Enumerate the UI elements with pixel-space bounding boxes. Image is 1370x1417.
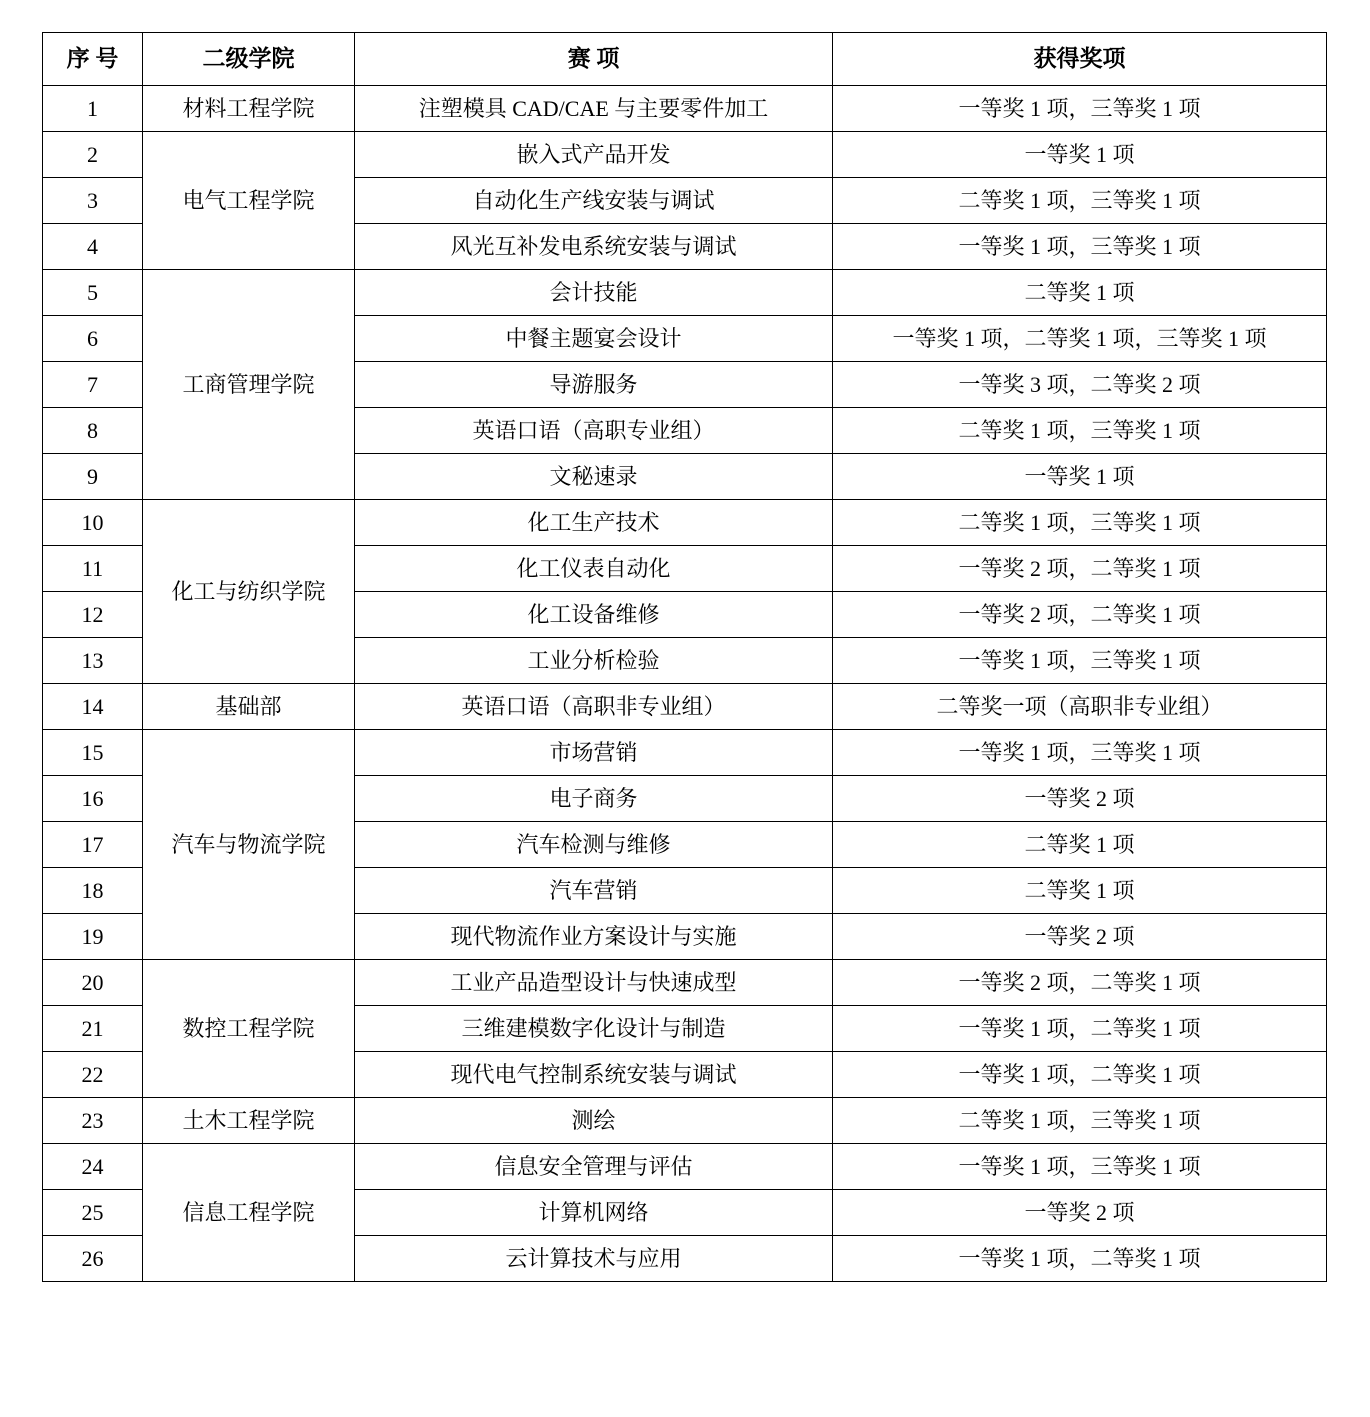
cell-event: 三维建模数字化设计与制造 (355, 1006, 833, 1052)
cell-award: 一等奖 3 项，二等奖 2 项 (833, 362, 1327, 408)
cell-serial-number: 16 (43, 776, 143, 822)
cell-serial-number: 26 (43, 1236, 143, 1282)
cell-serial-number: 23 (43, 1098, 143, 1144)
cell-department: 信息工程学院 (143, 1144, 355, 1282)
cell-department: 化工与纺织学院 (143, 500, 355, 684)
cell-serial-number: 8 (43, 408, 143, 454)
cell-award: 一等奖 1 项，三等奖 1 项 (833, 224, 1327, 270)
table-body (43, 86, 1327, 1282)
cell-serial-number: 24 (43, 1144, 143, 1190)
cell-department: 工商管理学院 (143, 270, 355, 500)
cell-department: 基础部 (143, 684, 355, 730)
cell-serial-number: 25 (43, 1190, 143, 1236)
cell-event: 导游服务 (355, 362, 833, 408)
cell-event: 电子商务 (355, 776, 833, 822)
cell-department: 汽车与物流学院 (143, 730, 355, 960)
cell-award: 二等奖 1 项，三等奖 1 项 (833, 408, 1327, 454)
cell-event: 化工仪表自动化 (355, 546, 833, 592)
table-row (43, 86, 1327, 132)
cell-award: 一等奖 1 项，三等奖 1 项 (833, 638, 1327, 684)
cell-event: 现代电气控制系统安装与调试 (355, 1052, 833, 1098)
cell-serial-number: 18 (43, 868, 143, 914)
cell-award: 一等奖 2 项，二等奖 1 项 (833, 592, 1327, 638)
cell-department: 数控工程学院 (143, 960, 355, 1098)
cell-serial-number: 7 (43, 362, 143, 408)
cell-serial-number: 11 (43, 546, 143, 592)
cell-serial-number: 14 (43, 684, 143, 730)
cell-serial-number: 13 (43, 638, 143, 684)
table-header (43, 33, 1327, 86)
cell-event: 工业分析检验 (355, 638, 833, 684)
table-row (43, 1144, 1327, 1190)
cell-event: 嵌入式产品开发 (355, 132, 833, 178)
cell-award: 二等奖 1 项，三等奖 1 项 (833, 178, 1327, 224)
cell-award: 一等奖 1 项，三等奖 1 项 (833, 86, 1327, 132)
cell-serial-number: 4 (43, 224, 143, 270)
table-row (43, 132, 1327, 178)
cell-department: 电气工程学院 (143, 132, 355, 270)
cell-award: 一等奖 1 项 (833, 454, 1327, 500)
cell-award: 二等奖一项（高职非专业组） (833, 684, 1327, 730)
award-results-table (42, 32, 1327, 1282)
cell-award: 一等奖 2 项 (833, 914, 1327, 960)
cell-award: 一等奖 2 项 (833, 1190, 1327, 1236)
cell-event: 会计技能 (355, 270, 833, 316)
cell-event: 注塑模具 CAD/CAE 与主要零件加工 (355, 86, 833, 132)
cell-department: 材料工程学院 (143, 86, 355, 132)
cell-event: 风光互补发电系统安装与调试 (355, 224, 833, 270)
cell-award: 二等奖 1 项 (833, 868, 1327, 914)
cell-department: 土木工程学院 (143, 1098, 355, 1144)
table-header-row (43, 33, 1327, 86)
table-row (43, 684, 1327, 730)
cell-serial-number: 21 (43, 1006, 143, 1052)
cell-event: 计算机网络 (355, 1190, 833, 1236)
cell-award: 二等奖 1 项，三等奖 1 项 (833, 500, 1327, 546)
cell-award: 一等奖 2 项，二等奖 1 项 (833, 546, 1327, 592)
cell-serial-number: 9 (43, 454, 143, 500)
cell-event: 自动化生产线安装与调试 (355, 178, 833, 224)
column-header-no: 序 号 (43, 33, 143, 86)
cell-event: 化工生产技术 (355, 500, 833, 546)
cell-award: 二等奖 1 项 (833, 822, 1327, 868)
table-row (43, 500, 1327, 546)
cell-event: 化工设备维修 (355, 592, 833, 638)
cell-award: 一等奖 2 项 (833, 776, 1327, 822)
cell-event: 现代物流作业方案设计与实施 (355, 914, 833, 960)
cell-event: 英语口语（高职专业组） (355, 408, 833, 454)
cell-event: 市场营销 (355, 730, 833, 776)
table-row (43, 960, 1327, 1006)
cell-event: 文秘速录 (355, 454, 833, 500)
cell-serial-number: 1 (43, 86, 143, 132)
cell-award: 一等奖 1 项，二等奖 1 项 (833, 1236, 1327, 1282)
cell-serial-number: 6 (43, 316, 143, 362)
cell-serial-number: 19 (43, 914, 143, 960)
cell-award: 一等奖 1 项，二等奖 1 项，三等奖 1 项 (833, 316, 1327, 362)
cell-event: 测绘 (355, 1098, 833, 1144)
cell-award: 一等奖 2 项，二等奖 1 项 (833, 960, 1327, 1006)
cell-award: 二等奖 1 项，三等奖 1 项 (833, 1098, 1327, 1144)
cell-award: 一等奖 1 项，三等奖 1 项 (833, 730, 1327, 776)
table-row (43, 730, 1327, 776)
column-header-department: 二级学院 (143, 33, 355, 86)
cell-event: 信息安全管理与评估 (355, 1144, 833, 1190)
cell-award: 一等奖 1 项 (833, 132, 1327, 178)
cell-event: 汽车检测与维修 (355, 822, 833, 868)
cell-award: 二等奖 1 项 (833, 270, 1327, 316)
cell-serial-number: 10 (43, 500, 143, 546)
cell-serial-number: 2 (43, 132, 143, 178)
column-header-award: 获得奖项 (833, 33, 1327, 86)
cell-award: 一等奖 1 项，三等奖 1 项 (833, 1144, 1327, 1190)
cell-serial-number: 15 (43, 730, 143, 776)
table-row (43, 270, 1327, 316)
cell-serial-number: 20 (43, 960, 143, 1006)
cell-event: 中餐主题宴会设计 (355, 316, 833, 362)
cell-serial-number: 5 (43, 270, 143, 316)
cell-serial-number: 12 (43, 592, 143, 638)
cell-serial-number: 22 (43, 1052, 143, 1098)
cell-serial-number: 17 (43, 822, 143, 868)
cell-serial-number: 3 (43, 178, 143, 224)
cell-event: 汽车营销 (355, 868, 833, 914)
cell-award: 一等奖 1 项，二等奖 1 项 (833, 1052, 1327, 1098)
cell-event: 云计算技术与应用 (355, 1236, 833, 1282)
cell-event: 工业产品造型设计与快速成型 (355, 960, 833, 1006)
cell-event: 英语口语（高职非专业组） (355, 684, 833, 730)
column-header-event: 赛 项 (355, 33, 833, 86)
table-row (43, 1098, 1327, 1144)
cell-award: 一等奖 1 项，二等奖 1 项 (833, 1006, 1327, 1052)
